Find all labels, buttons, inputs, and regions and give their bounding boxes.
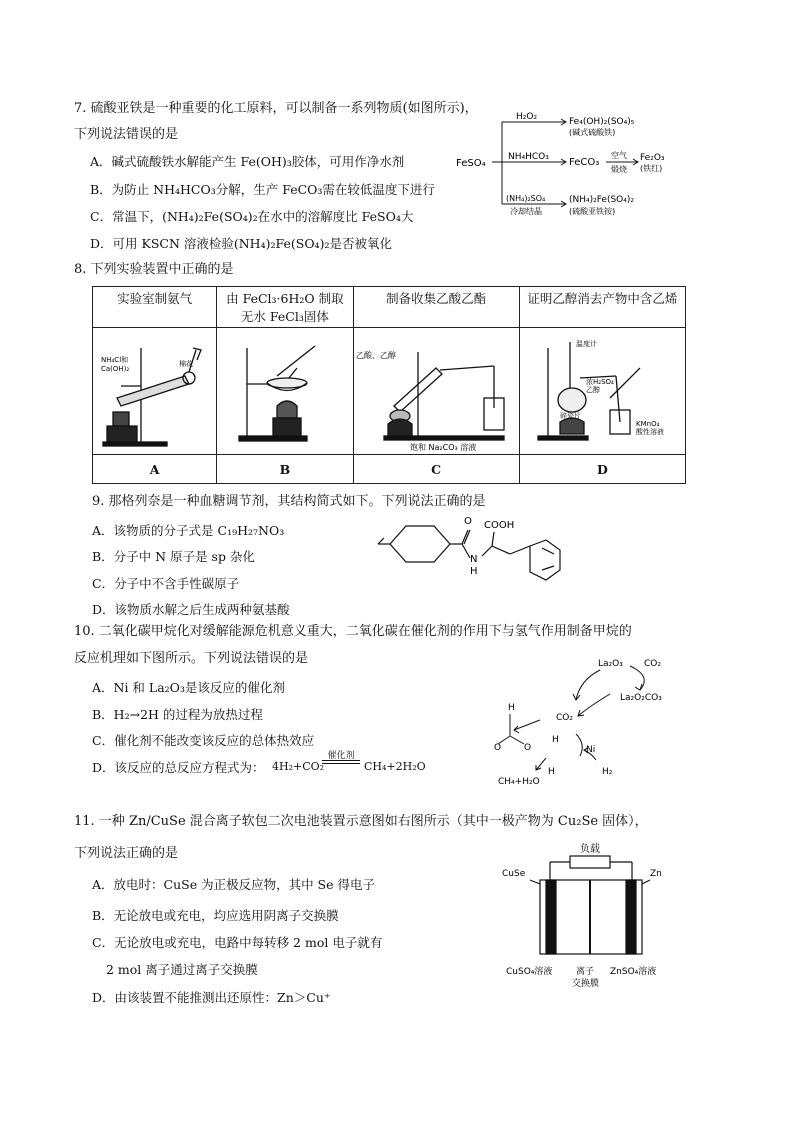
mech-h2: H₂ — [602, 767, 613, 777]
q11-stem-line2: 下列说法正确的是 — [74, 846, 179, 861]
a-reagent-2: Ca(OH)₂ — [101, 365, 130, 373]
q7-diagram-product4: (NH₄)₂Fe(SO₄)₂ — [569, 195, 634, 205]
q8-apparatus-c — [353, 328, 519, 455]
ethylene-apparatus-drawing — [520, 328, 684, 451]
q7-diagram-product3-name: (铁红) — [640, 164, 663, 173]
q7-diagram-product1-name: (碱式硫酸铁) — [569, 128, 616, 137]
q8-label-a: A — [93, 455, 217, 484]
q8-header-d: 证明乙醇消去产物中含乙烯 — [519, 287, 685, 328]
battery-right-solution: ZnSO₄溶液 — [610, 967, 657, 977]
mech-ch4: CH₄+H₂O — [498, 777, 540, 787]
q11-battery-diagram — [500, 840, 700, 1005]
q7-option-b: B．为防止 NH₄HCO₃分解，生产 FeCO₃需在较低温度下进行 — [90, 182, 435, 197]
q7-option-c: C．常温下，(NH₄)₂Fe(SO₄)₂在水中的溶解度比 FeSO₄大 — [90, 209, 414, 224]
a-reagent-1: NH₄Cl和 — [101, 356, 129, 364]
q7-flow-diagram — [456, 108, 676, 220]
q9-option-a: A．该物质的分子式是 C₁₉H₂₇NO₃ — [92, 523, 285, 538]
q8-stem: 8. 下列实验装置中正确的是 — [74, 262, 234, 277]
q10-option-c: C．催化剂不能改变该反应的总体热效应 — [92, 733, 315, 748]
mech-ni: Ni — [586, 745, 596, 755]
battery-zn: Zn — [650, 869, 662, 879]
q10-option-a: A．Ni 和 La₂O₃是该反应的催化剂 — [92, 680, 285, 695]
q7-diagram-reagent1: H₂O₂ — [516, 112, 538, 122]
q10-stem-line2: 反应机理如下图所示。下列说法错误的是 — [74, 651, 309, 666]
q11-option-b: B．无论放电或充电，均应选用阴离子交换膜 — [92, 908, 339, 923]
q11-option-c-cont: 2 mol 离子通过离子交换膜 — [106, 962, 258, 977]
q8-header-b: 由 FeCl₃·6H₂O 制取无水 FeCl₃固体 — [217, 287, 353, 328]
q7-option-d: D．可用 KSCN 溶液检验(NH₄)₂Fe(SO₄)₂是否被氧化 — [90, 236, 392, 251]
q9-struct-h: H — [470, 566, 478, 577]
q8-label-b: B — [217, 455, 353, 484]
q8-apparatus-table — [92, 286, 686, 484]
q7-diagram-product1: Fe₄(OH)₂(SO₄)₅ — [569, 117, 635, 127]
mech-formate-o1: O — [494, 743, 502, 753]
mech-formate-h: H — [508, 703, 515, 713]
d-kmno4-2: 酸性溶液 — [635, 428, 664, 436]
q9-struct-n: N — [470, 554, 478, 565]
q8-label-d: D — [519, 455, 685, 484]
q7-stem-line1: 7. 硫酸亚铁是一种重要的化工原料，可以制备一系列物质(如图所示)， — [74, 101, 478, 116]
q9-option-c: C．分子中不含手性碳原子 — [92, 576, 240, 591]
q7-diagram-start: FeSO₄ — [456, 158, 486, 169]
q11-option-d: D．由该装置不能推测出还原性：Zn＞Cu⁺ — [92, 990, 331, 1005]
q7-diagram-cond-top: 空气 — [611, 151, 627, 160]
q8-apparatus-a — [93, 328, 217, 455]
q7-diagram-reagent2: NH₄HCO₃ — [508, 152, 549, 162]
q8-apparatus-d — [519, 328, 685, 455]
q8-header-a: 实验室制氨气 — [93, 287, 217, 328]
q10-equation-equals — [322, 760, 360, 764]
mech-h-1: H — [552, 735, 559, 745]
q9-option-d: D．该物质水解之后生成两种氨基酸 — [92, 602, 290, 617]
q7-diagram-product3: Fe₂O₃ — [640, 153, 665, 163]
q7-diagram-product4-name: (硫酸亚铁铵) — [569, 207, 616, 216]
q7-option-a: A．碱式硫酸铁水解能产生 Fe(OH)₃胶体，可用作净水剂 — [90, 154, 405, 169]
q10-equation-right: CH₄+2H₂O — [364, 760, 426, 773]
d-acid-1: 浓H₂SO₄ — [585, 378, 614, 386]
d-chips: 碎瓷片 — [559, 412, 581, 420]
q9-option-b: B．分子中 N 原子是 sp 杂化 — [92, 549, 255, 564]
battery-membrane-2: 交换膜 — [572, 979, 600, 989]
mech-co2-1: CO₂ — [644, 659, 661, 669]
d-kmno4-1: KMnO₄ — [635, 420, 660, 428]
q7-diagram-cond-bottom: 煅烧 — [611, 165, 627, 174]
q7-diagram-reagent3: (NH₄)₂SO₄ — [506, 194, 546, 203]
q10-option-b: B．H₂→2H 的过程为放热过程 — [92, 707, 263, 722]
d-thermometer: 温度计 — [575, 340, 597, 348]
d-acid-2: 乙醇 — [585, 386, 600, 394]
q9-stem: 9. 那格列奈是一种血糖调节剂，其结构简式如下。下列说法正确的是 — [92, 494, 486, 509]
evaporation-apparatus-drawing — [217, 328, 351, 451]
battery-load: 负载 — [580, 844, 600, 855]
q7-diagram-reagent3-sub: 冷却结晶 — [510, 207, 542, 216]
q10-stem-line1: 10. 二氧化碳甲烷化对缓解能源危机意义重大，二氧化碳在催化剂的作用下与氢气作用制备甲烷的 — [74, 624, 632, 639]
ester-apparatus-drawing — [354, 328, 518, 451]
mech-h-3: H — [548, 767, 555, 777]
q9-structure-formula — [370, 510, 582, 604]
mech-la2o3: La₂O₃ — [598, 659, 623, 669]
q10-equation-condition: 催化剂 — [327, 751, 355, 761]
a-cotton: 棉花 — [179, 360, 193, 368]
battery-membrane-1: 离子 — [576, 967, 595, 977]
battery-left-solution: CuSO₄溶液 — [506, 967, 553, 977]
c-solution: 饱和 Na₂CO₃ 溶液 — [409, 443, 476, 451]
q9-struct-o: O — [464, 516, 472, 527]
mech-co2-2: CO₂ — [556, 713, 573, 723]
q10-equation-left: 4H₂+CO₂ — [272, 760, 325, 773]
c-reagent: 乙酸、乙醇 — [355, 351, 396, 360]
q9-struct-cooh: COOH — [484, 520, 515, 531]
q8-apparatus-b — [217, 328, 353, 455]
q7-diagram-product2: FeCO₃ — [569, 157, 600, 168]
q7-stem-line2: 下列说法错误的是 — [74, 127, 179, 142]
q8-label-c: C — [353, 455, 519, 484]
q11-option-a: A．放电时：CuSe 为正极反应物，其中 Se 得电子 — [92, 877, 375, 892]
q11-option-c: C．无论放电或充电，电路中每转移 2 mol 电子就有 — [92, 935, 383, 950]
q11-stem-line1: 11. 一种 Zn/CuSe 混合离子软包二次电池装置示意图如右图所示（其中一极产物为 Cu₂Se 固体）， — [74, 814, 648, 829]
mech-la2o2co3: La₂O₂CO₃ — [620, 693, 662, 703]
battery-cuse: CuSe — [502, 869, 526, 879]
q10-option-d: D．该反应的总反应方程式为： — [92, 760, 265, 775]
q10-mechanism-diagram — [480, 650, 700, 790]
q8-header-c: 制备收集乙酸乙酯 — [353, 287, 519, 328]
ammonia-apparatus-drawing — [93, 328, 215, 451]
mech-formate-o2: O — [524, 743, 532, 753]
